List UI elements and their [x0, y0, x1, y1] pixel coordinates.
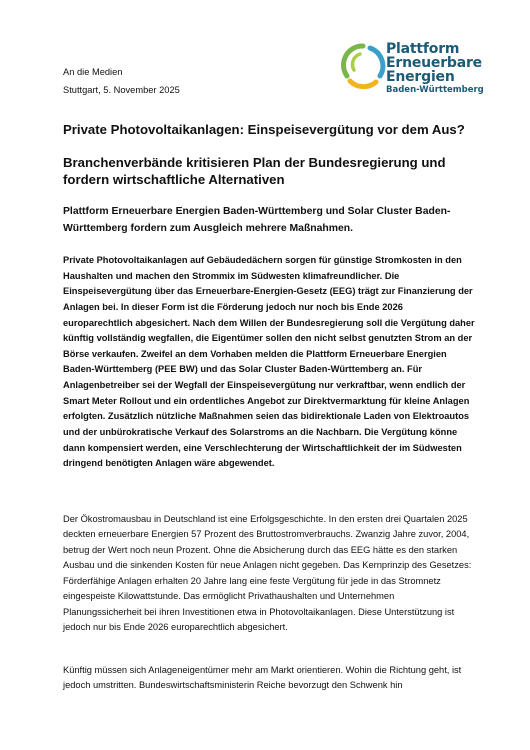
- logo-line-3: Energien: [386, 69, 455, 85]
- body-paragraph-1: Der Ökostromausbau in Deutschland ist eine Erfolgsgeschichte. In den ersten drei Quartalen 2025 deckten erneuerbare Energien 57 Prozent des Bruttostromverbrauchs. Zwanzig Jahre zuvor, 2004, betrug der Wert noch neun Prozent. Ohne die Absicherung durch das EEG hätte es den starken Ausbau und die sinkenden Kosten für neue Anlagen nicht gegeben. Das Kernprinzip des Gesetzes: Förderfähige Anlagen erhalten 20 Jahre lang eine feste Vergütung für jede in das Stromnetz eingespeiste Kilowattstunde. Das ermöglicht Privathaushalten und Unternehmen Planungssicherheit bei ihren Investitionen etwa in Photovoltaikanlagen. Diese Unterstützung ist jedoch nur bis Ende 2026 europarechtlich abgesichert.: [63, 514, 472, 633]
- logo-wordmark: [386, 42, 484, 95]
- page-title: Private Photovoltaikanlagen: Einspeisevergütung vor dem Aus?: [63, 122, 465, 137]
- date-line: Stuttgart, 5. November 2025: [63, 85, 180, 95]
- intro-paragraph: Private Photovoltaikanlagen auf Gebäudedächern sorgen für günstige Stromkosten in den Haushalten und machen den Strommix im Südwesten klimafreundlicher. Die Einspeisevergütung über das Erneuerbare-Energien-Gesetz (EEG) trägt zur Finanzierung der Anlagen bei. In dieser Form ist die Förderung jedoch nur noch bis Ende 2026 europarechtlich abgesichert. Nach dem Willen der Bundesregierung soll die Vergütung daher künftig vollständig wegfallen, die Eigentümer sollen den nicht selbst genutzten Strom an der Börse verkaufen. Zweifel an dem Vorhaben melden die Plattform Erneuerbare Energien Baden-Württemberg (PEE BW) und das Solar Cluster Baden-Württemberg an. Für Anlagenbetreiber sei der Wegfall der Einspeisevergütung nur verkraftbar, wenn endlich der Smart Meter Rollout und ein ordentliches Angebot zur Direktvermarktung für kleine Anlagen erfolgten. Zusätzlich nützliche Maßnahmen seien das bidirektionale Laden von Elektroautos und der unbürokratische Verkauf des Solarstroms an die Nachbarn. Die Vergütung könne dann kompensiert werden, eine Verschlechterung der Wirtschaftlichkeit der im Südwesten dringend benötigten Anlagen wäre abgewendet.: [63, 255, 475, 469]
- recipient-line: An die Medien: [63, 67, 123, 77]
- page-subtitle: Branchenverbände kritisieren Plan der Bundesregierung und fordern wirtschaftliche Alternativen: [63, 155, 446, 187]
- logo-line-2: Erneuerbare: [386, 55, 482, 71]
- lead-paragraph: Plattform Erneuerbare Energien Baden-Württemberg und Solar Cluster Baden-Württemberg fordern zum Ausgleich mehrere Maßnahmen.: [63, 206, 451, 234]
- logo: [340, 40, 510, 100]
- logo-mark-icon: [340, 40, 386, 90]
- logo-line-1: Plattform: [386, 41, 460, 57]
- logo-region: Baden-Württemberg: [386, 85, 484, 95]
- body-paragraph-2: Künftig müssen sich Anlageneigentümer mehr am Markt orientieren. Wohin die Richtung geht, ist jedoch umstritten. Bundeswirtschaftsministerin Reiche bevorzugt den Schwenk hin: [63, 665, 462, 691]
